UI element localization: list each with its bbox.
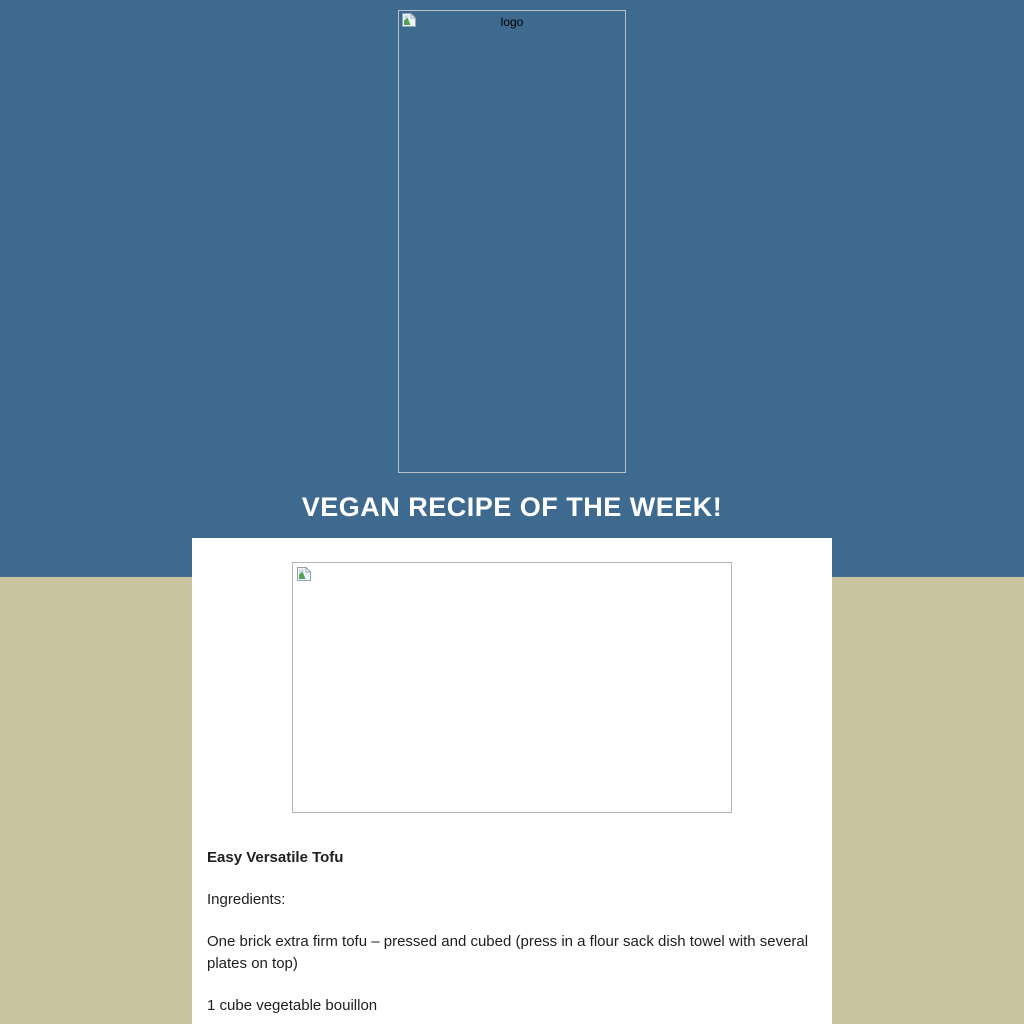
ingredient-item-bouillon: 1 cube vegetable bouillon [207, 997, 378, 1014]
recipe-title: Easy Versatile Tofu [207, 849, 344, 866]
newsletter-title: VEGAN RECIPE OF THE WEEK! [301, 492, 723, 522]
recipe-image-placeholder [292, 562, 732, 813]
content-card [192, 538, 832, 1024]
logo-alt-text: logo [500, 15, 524, 29]
ingredient-item-tofu: One brick extra firm tofu – pressed and cubed (press in a flour sack dish towel with several plates on top) [207, 933, 809, 972]
ingredients-label: Ingredients: [207, 891, 286, 908]
broken-image-icon [296, 566, 312, 582]
logo-image-placeholder [398, 10, 626, 473]
